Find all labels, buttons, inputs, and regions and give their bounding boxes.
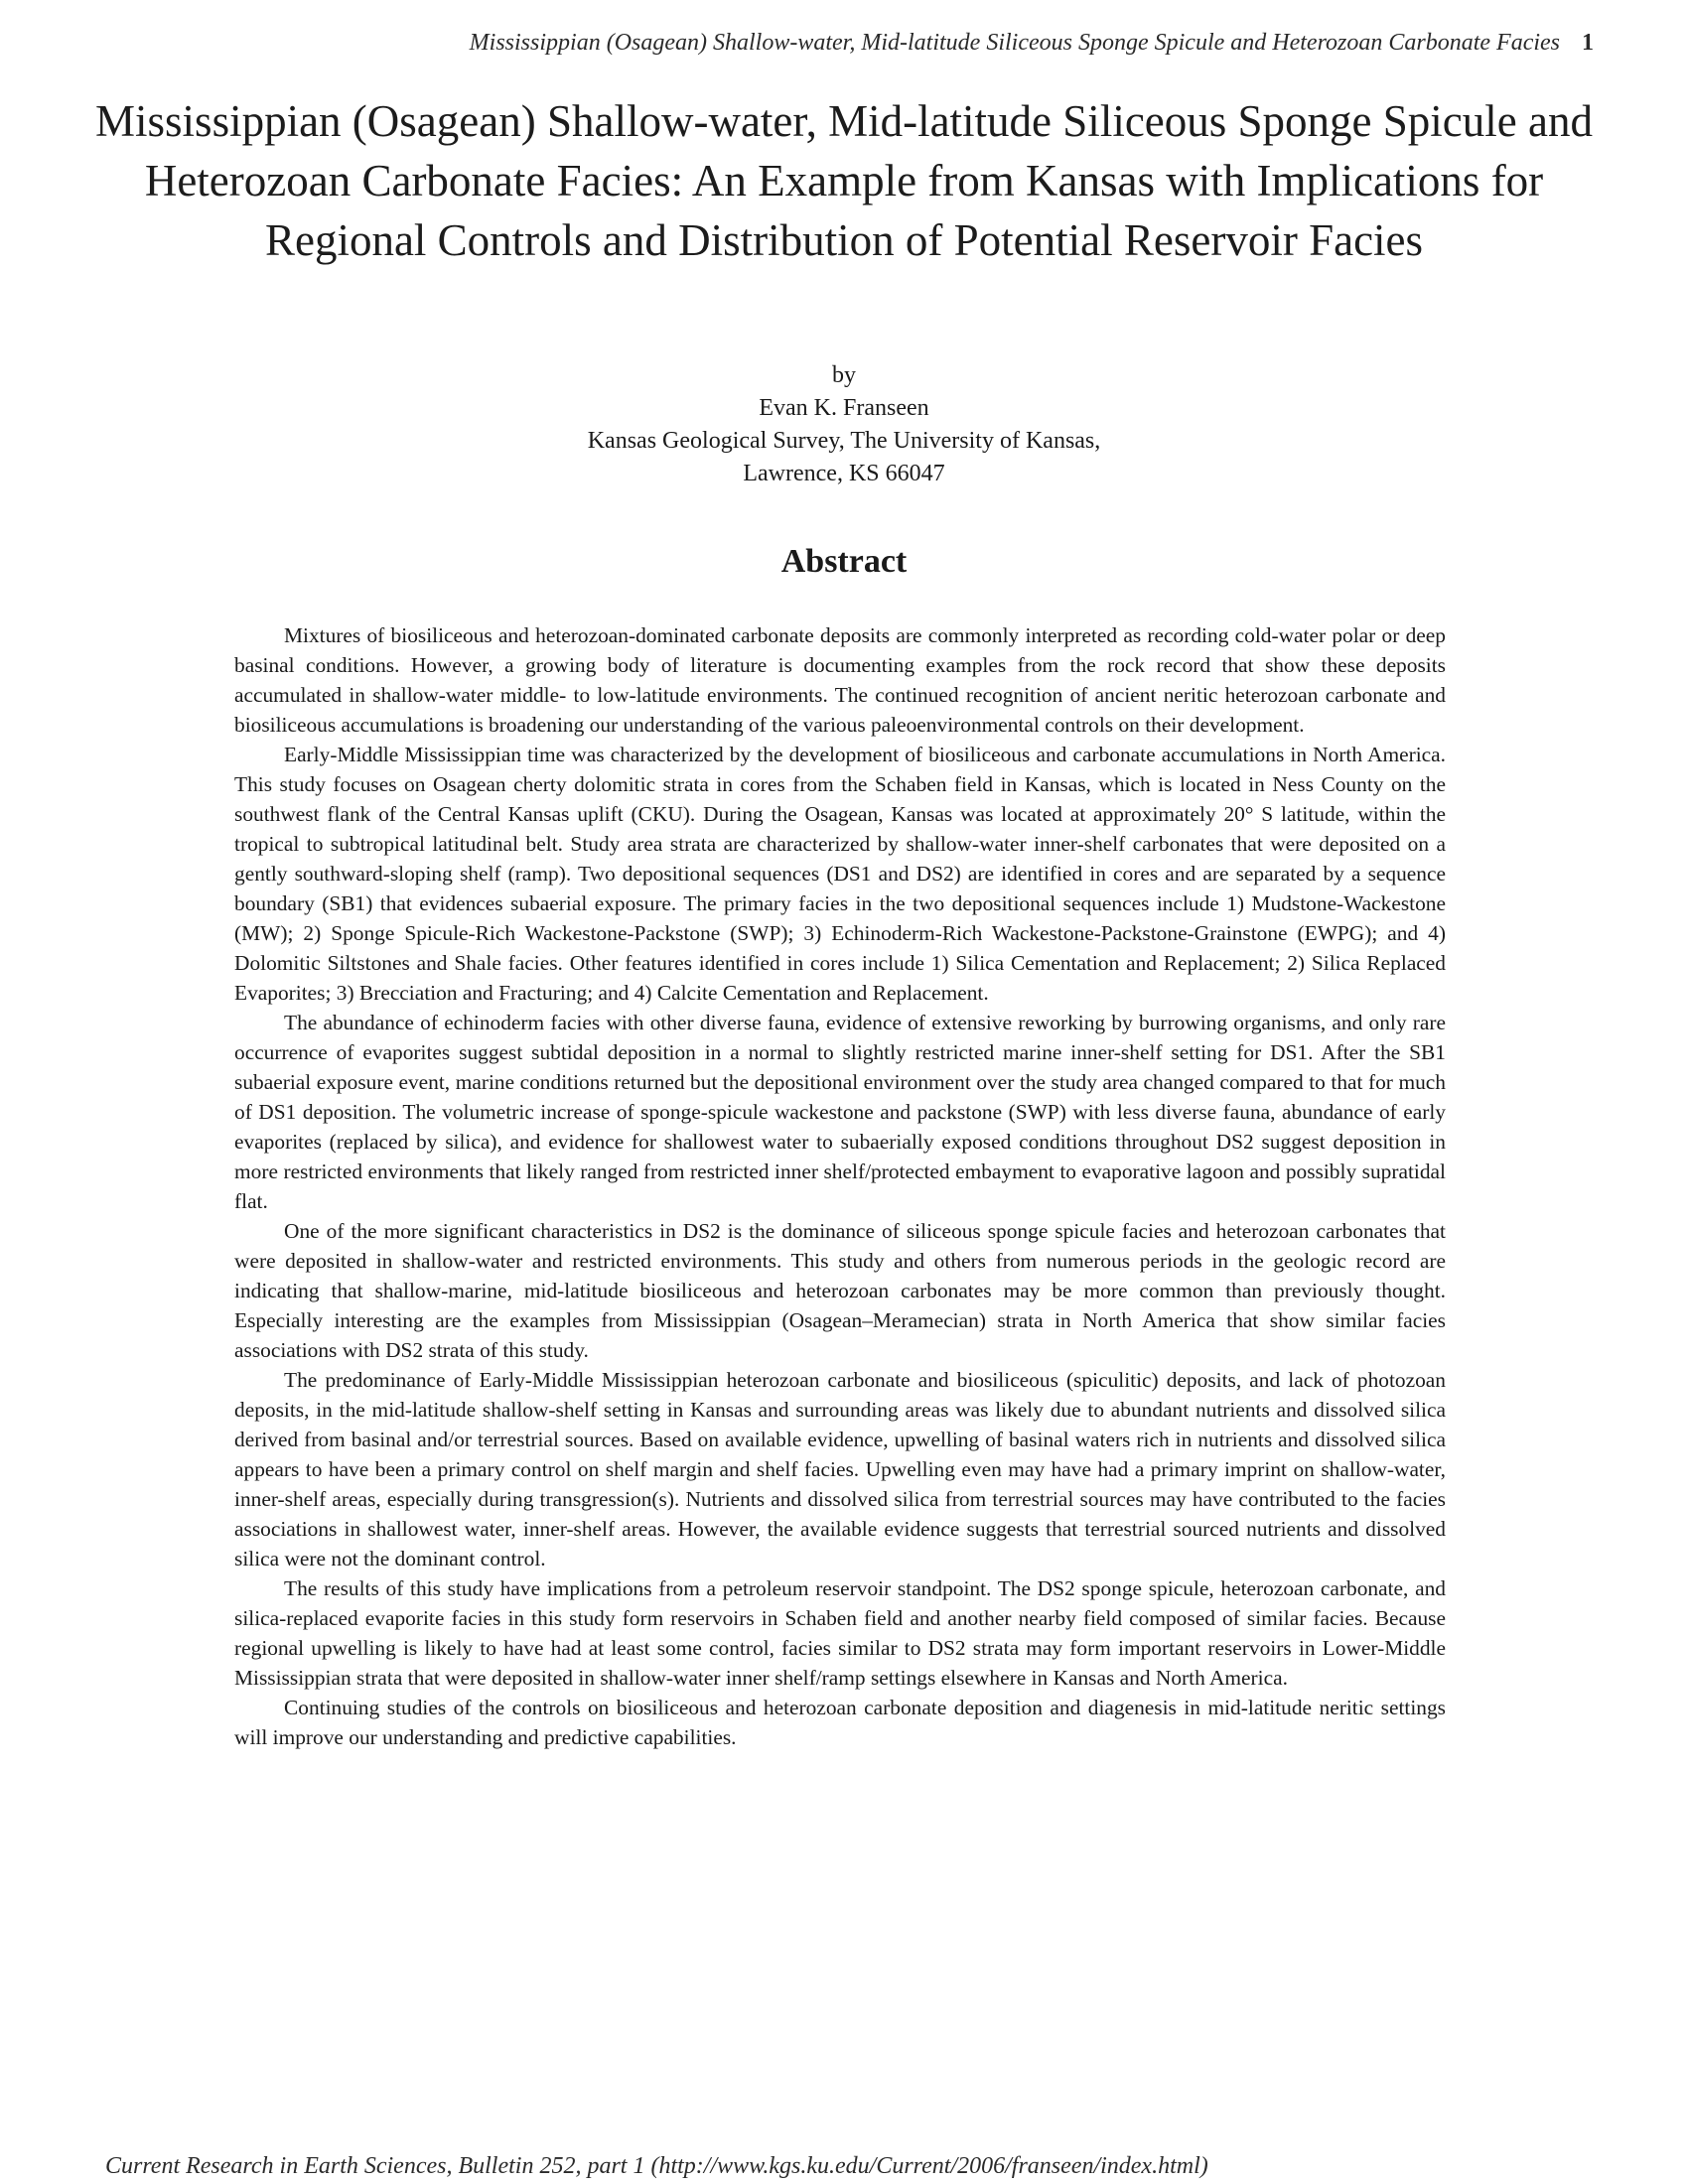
abstract-paragraph: Continuing studies of the controls on biosiliceous and heterozoan carbonate deposition and diagenesis in mid-latitude neritic settings will improve our understanding and predictive capabilities.	[234, 1696, 1446, 1749]
author-location: Lawrence, KS 66047	[743, 461, 945, 486]
running-head	[0, 30, 1594, 57]
running-head-title: Mississippian (Osagean) Shallow-water, Mid-latitude Siliceous Sponge Spicule and Heterozoan Carbonate Facies	[469, 30, 1560, 56]
author-affiliation: Kansas Geological Survey, The University of Kansas,	[587, 428, 1101, 454]
abstract-heading: Abstract	[780, 543, 908, 580]
paper-title: Mississippian (Osagean) Shallow-water, Mid-latitude Siliceous Sponge Spicule and Heterozoan Carbonate Facies: An Example from Kansas with Implications for Regional Controls and Distribution of Potential Reservoir Facies	[95, 96, 1593, 265]
byline	[0, 359, 1688, 490]
page-footer: Current Research in Earth Sciences, Bulletin 252, part 1 (http://www.kgs.ku.edu/Current/2006/franseen/index.html)	[105, 2153, 1208, 2179]
page-number: 1	[1582, 30, 1594, 56]
abstract-paragraph: One of the more significant characteristics in DS2 is the dominance of siliceous sponge spicule facies and heterozoan carbonates that were deposited in shallow-water and restricted environments. This study and others from numerous periods in the geologic record are indicating that shallow-marine, mid-latitude biosiliceous and heterozoan carbonates may be more common than previously thought. Especially interesting are the examples from Mississippian (Osagean–Meramecian) strata in North America that show similar facies associations with DS2 strata of this study.	[234, 1219, 1446, 1362]
author-name: Evan K. Franseen	[759, 395, 929, 421]
abstract-paragraph: The abundance of echinoderm facies with other diverse fauna, evidence of extensive reworking by burrowing organisms, and only rare occurrence of evaporites suggest subtidal deposition in a normal to slightly restricted marine inner-shelf setting for DS1. After the SB1 subaerial exposure event, marine conditions returned but the depositional environment over the study area changed compared to that for much of DS1 deposition. The volumetric increase of sponge-spicule wackestone and packstone (SWP) with less diverse fauna, abundance of early evaporites (replaced by silica), and evidence for shallowest water to subaerially exposed conditions throughout DS2 suggest deposition in more restricted environments that likely ranged from restricted inner shelf/protected embayment to evaporative lagoon and possibly supratidal flat.	[234, 1011, 1446, 1213]
byline-by: by	[832, 362, 856, 388]
abstract-paragraph: The predominance of Early-Middle Mississippian heterozoan carbonate and biosiliceous (spiculitic) deposits, and lack of photozoan deposits, in the mid-latitude shallow-shelf setting in Kansas and surrounding areas was likely due to abundant nutrients and dissolved silica derived from basinal and/or terrestrial sources. Based on available evidence, upwelling of basinal waters rich in nutrients and dissolved silica appears to have been a primary control on shelf margin and shelf facies. Upwelling even may have had a primary imprint on shallow-water, inner-shelf areas, especially during transgression(s). Nutrients and dissolved silica from terrestrial sources may have contributed to the facies associations in shallowest water, inner-shelf areas. However, the available evidence suggests that terrestrial sourced nutrients and dissolved silica were not the dominant control.	[234, 1368, 1446, 1570]
abstract-body	[234, 620, 1446, 1752]
abstract-paragraph: Early-Middle Mississippian time was characterized by the development of biosiliceous and carbonate accumulations in North America. This study focuses on Osagean cherty dolomitic strata in cores from the Schaben field in Kansas, which is located in Ness County on the southwest flank of the Central Kansas uplift (CKU). During the Osagean, Kansas was located at approximately 20° S latitude, within the tropical to subtropical latitudinal belt. Study area strata are characterized by shallow-water inner-shelf carbonates that were deposited on a gently southward-sloping shelf (ramp). Two depositional sequences (DS1 and DS2) are identified in cores and are separated by a sequence boundary (SB1) that evidences subaerial exposure. The primary facies in the two depositional sequences include 1) Mudstone-Wackestone (MW); 2) Sponge Spicule-Rich Wackestone-Packstone (SWP); 3) Echinoderm-Rich Wackestone-Packstone-Grainstone (EWPG); and 4) Dolomitic Siltstones and Shale facies. Other features identified in cores include 1) Silica Cementation and Replacement; 2) Silica Replaced Evaporites; 3) Brecciation and Fracturing; and 4) Calcite Cementation and Replacement.	[234, 743, 1446, 1005]
abstract-paragraph: The results of this study have implications from a petroleum reservoir standpoint. The DS2 sponge spicule, heterozoan carbonate, and silica-replaced evaporite facies in this study form reservoirs in Schaben field and another nearby field composed of similar facies. Because regional upwelling is likely to have had at least some control, facies similar to DS2 strata may form important reservoirs in Lower-Middle Mississippian strata that were deposited in shallow-water inner shelf/ramp settings elsewhere in Kansas and North America.	[234, 1576, 1446, 1690]
abstract-paragraph: Mixtures of biosiliceous and heterozoan-dominated carbonate deposits are commonly interpreted as recording cold-water polar or deep basinal conditions. However, a growing body of literature is documenting examples from the rock record that show these deposits accumulated in shallow-water middle- to low-latitude environments. The continued recognition of ancient neritic heterozoan carbonate and biosiliceous accumulations is broadening our understanding of the various paleoenvironmental controls on their development.	[234, 623, 1446, 737]
